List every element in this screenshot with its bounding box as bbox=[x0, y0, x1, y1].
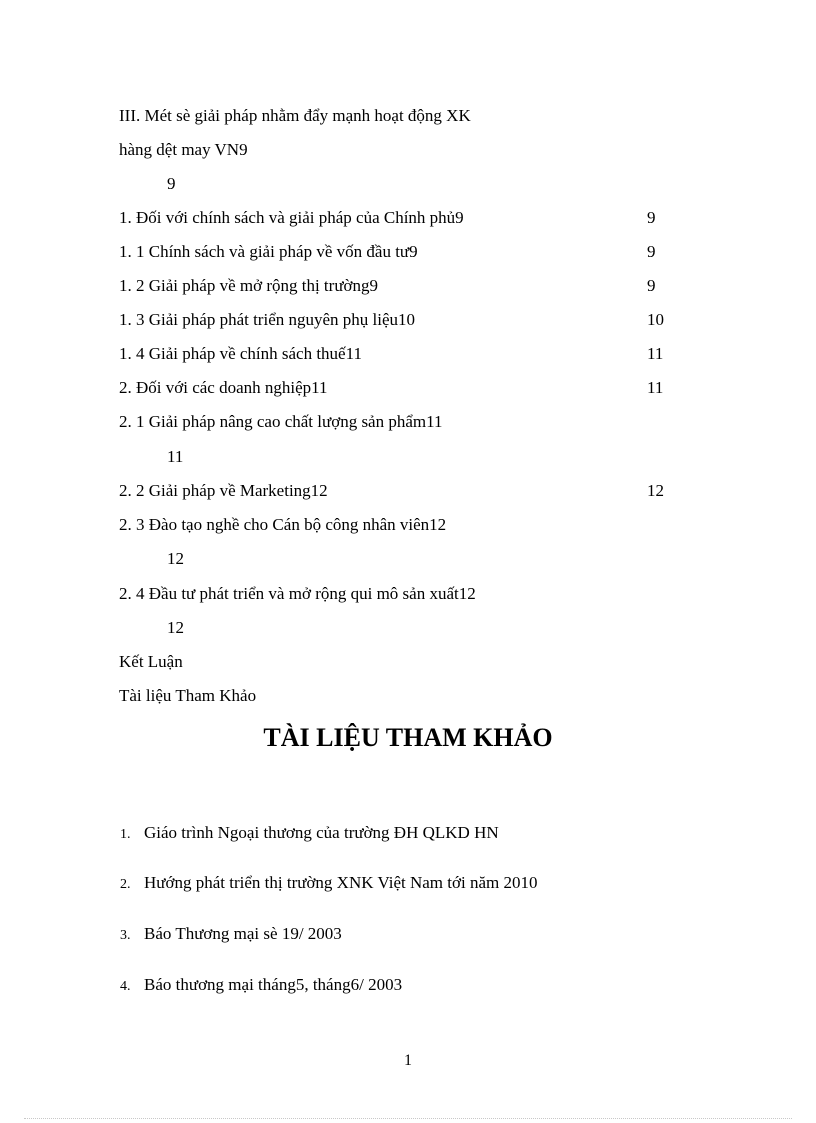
toc-entry-text: 1. 3 Giải pháp phát triển nguyên phụ liệu10 bbox=[119, 310, 416, 329]
page-bottom-divider bbox=[24, 1118, 792, 1119]
toc-entry-text: 2. 1 Giải pháp nâng cao chất lượng sản phẩm11 bbox=[119, 412, 443, 431]
page-number: 1 bbox=[404, 1052, 412, 1069]
toc-entry-text: hàng dệt may VN9 bbox=[119, 140, 248, 159]
toc-entry-text: 2. 3 Đào tạo nghề cho Cán bộ công nhân viên12 bbox=[119, 515, 447, 534]
toc-entry-text: 1. 1 Chính sách và giải pháp về vốn đầu tư9 bbox=[119, 242, 418, 261]
reference-marker: 3. bbox=[120, 928, 131, 943]
reference-text: Hướng phát triển thị trường XNK Việt Nam tới năm 2010 bbox=[144, 873, 538, 892]
toc-entry-text: Kết Luận bbox=[119, 652, 183, 671]
toc-entry-page: 9 bbox=[647, 242, 656, 261]
reference-item bbox=[120, 924, 342, 946]
toc-entry-text: 2. Đối với các doanh nghiệp11 bbox=[119, 378, 328, 397]
reference-item bbox=[120, 975, 402, 997]
toc-entry-page: 12 bbox=[647, 481, 664, 500]
reference-item bbox=[120, 823, 499, 845]
reference-marker: 2. bbox=[120, 877, 131, 892]
reference-text: Giáo trình Ngoại thương của trường ĐH QLKD HN bbox=[144, 823, 499, 842]
reference-item bbox=[120, 873, 537, 895]
toc-entry-text: 1. Đối với chính sách và giải pháp của Chính phủ9 bbox=[119, 208, 464, 227]
toc-entry-text: 1. 2 Giải pháp về mở rộng thị trường9 bbox=[119, 276, 379, 295]
toc-entry-page: 9 bbox=[167, 174, 176, 193]
toc-entry-page: 12 bbox=[167, 618, 184, 637]
toc-entry-page: 10 bbox=[647, 310, 664, 329]
toc-entry-page: 11 bbox=[167, 447, 184, 466]
toc-entry-text: 1. 4 Giải pháp về chính sách thuế11 bbox=[119, 344, 362, 363]
toc-entry-page: 11 bbox=[647, 344, 664, 363]
toc-entry-text: Tài liệu Tham Khảo bbox=[119, 686, 257, 705]
toc-entry-page: 11 bbox=[647, 378, 664, 397]
reference-text: Báo thương mại tháng5, tháng6/ 2003 bbox=[144, 975, 403, 994]
toc-entry-text: 2. 4 Đầu tư phát triển và mở rộng qui mô sản xuất12 bbox=[119, 584, 476, 603]
toc-entry-page: 9 bbox=[647, 208, 656, 227]
toc-entry-text: III. Mét sè giải pháp nhằm đẩy mạnh hoạt động XK bbox=[119, 106, 471, 125]
toc-entry-page: 9 bbox=[647, 276, 656, 295]
reference-text: Báo Thương mại sè 19/ 2003 bbox=[144, 924, 342, 943]
toc-entry-text: 2. 2 Giải pháp về Marketing12 bbox=[119, 481, 328, 500]
toc-entry-page: 12 bbox=[167, 549, 184, 568]
reference-marker: 1. bbox=[120, 827, 131, 842]
references-title: TÀI LIỆU THAM KHẢO bbox=[263, 723, 553, 752]
reference-marker: 4. bbox=[120, 979, 131, 994]
